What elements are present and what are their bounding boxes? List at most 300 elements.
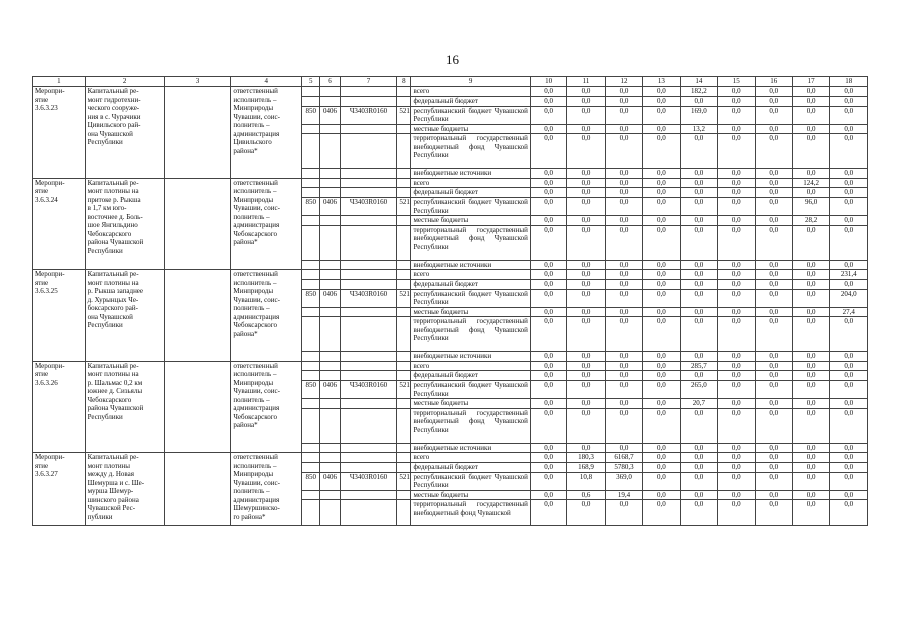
- code-cell-empty: [340, 178, 397, 188]
- value-cell: 0,0: [680, 307, 717, 317]
- value-cell: 0,0: [530, 399, 566, 409]
- value-cell: 0,0: [755, 106, 792, 124]
- value-cell: 0,0: [830, 443, 868, 453]
- value-cell: 0,0: [792, 307, 829, 317]
- value-cell: 0,0: [830, 96, 868, 106]
- value-cell: 0,0: [605, 96, 642, 106]
- value-cell: 0,0: [718, 289, 755, 307]
- value-cell: 0,0: [718, 134, 755, 169]
- value-cell: 0,0: [718, 225, 755, 260]
- value-cell: 0,0: [643, 124, 680, 134]
- code-cell-empty: [320, 462, 340, 472]
- value-cell: 0,0: [643, 260, 680, 270]
- value-cell: 0,0: [755, 169, 792, 179]
- code-cell-empty: [397, 462, 411, 472]
- value-cell: 10,8: [567, 472, 605, 490]
- funding-source: федеральный бюджет: [411, 96, 530, 106]
- value-cell: 0,0: [830, 124, 868, 134]
- value-cell: 0,0: [718, 352, 755, 362]
- column-header-2: 2: [85, 77, 164, 87]
- code-cell-empty: [397, 500, 411, 526]
- budget-code: 850: [302, 106, 320, 124]
- value-cell: 0,0: [643, 87, 680, 97]
- code-cell-empty: [302, 188, 320, 198]
- code-cell-empty: [397, 270, 411, 280]
- funding-source: федеральный бюджет: [411, 188, 530, 198]
- value-cell: 0,0: [718, 87, 755, 97]
- value-cell: 0,0: [830, 453, 868, 463]
- value-cell: 0,0: [718, 453, 755, 463]
- value-cell: 0,0: [680, 371, 717, 381]
- value-cell: 0,0: [680, 260, 717, 270]
- value-cell: 0,0: [755, 399, 792, 409]
- code-cell-empty: [340, 270, 397, 280]
- code-cell-empty: [320, 371, 340, 381]
- table-row: [33, 270, 868, 280]
- value-cell: 0,0: [755, 188, 792, 198]
- value-cell: 0,0: [718, 260, 755, 270]
- executor: ответственный исполнитель – Минприроды Чувашии, соис- полнитель – администрация Чебоксарского района*: [231, 178, 302, 270]
- executor: ответственный исполнитель – Минприроды Чувашии, соис- полнитель – администрация Шемуршинско- го района*: [231, 453, 302, 526]
- table-row: [33, 361, 868, 371]
- value-cell: 0,0: [643, 178, 680, 188]
- value-cell: 0,0: [755, 462, 792, 472]
- code-cell-empty: [320, 188, 340, 198]
- value-cell: 182,2: [680, 87, 717, 97]
- value-cell: 0,0: [830, 317, 868, 352]
- value-cell: 0,0: [643, 472, 680, 490]
- value-cell: 0,0: [530, 307, 566, 317]
- funding-source: всего: [411, 453, 530, 463]
- value-cell: 0,0: [830, 260, 868, 270]
- value-cell: 0,0: [643, 96, 680, 106]
- funding-source: местные бюджеты: [411, 399, 530, 409]
- value-cell: 0,0: [643, 225, 680, 260]
- code-cell-empty: [340, 371, 397, 381]
- funding-source: республиканский бюджет Чувашской Республики: [411, 198, 530, 216]
- value-cell: 0,0: [680, 198, 717, 216]
- value-cell: 0,0: [830, 371, 868, 381]
- value-cell: 0,0: [830, 490, 868, 500]
- value-cell: 0,0: [792, 169, 829, 179]
- value-cell: 0,0: [755, 352, 792, 362]
- funding-source: всего: [411, 361, 530, 371]
- code-cell-empty: [302, 361, 320, 371]
- value-cell: 0,0: [830, 361, 868, 371]
- funding-source: республиканский бюджет Чувашской Республики: [411, 289, 530, 307]
- code-cell-empty: [397, 124, 411, 134]
- value-cell: 0,0: [680, 453, 717, 463]
- column-header-14: 14: [680, 77, 717, 87]
- column-header-6: 6: [320, 77, 340, 87]
- measure-name: Капитальный ре- монт гидротехни- ческого сооруже- ния в с. Чурачики Цивильского рай- она Чувашской Республики: [85, 87, 164, 179]
- value-cell: 0,0: [718, 188, 755, 198]
- funding-source: всего: [411, 178, 530, 188]
- value-cell: 0,0: [605, 317, 642, 352]
- code-cell-empty: [320, 260, 340, 270]
- value-cell: 0,0: [643, 371, 680, 381]
- value-cell: 0,0: [530, 408, 566, 443]
- column-header-12: 12: [605, 77, 642, 87]
- value-cell: 0,0: [680, 408, 717, 443]
- value-cell: 0,0: [792, 399, 829, 409]
- value-cell: 0,0: [830, 381, 868, 399]
- value-cell: 0,0: [755, 134, 792, 169]
- value-cell: 0,0: [830, 399, 868, 409]
- value-cell: 0,0: [605, 361, 642, 371]
- value-cell: 0,0: [567, 96, 605, 106]
- value-cell: 0,0: [680, 225, 717, 260]
- value-cell: 0,0: [718, 178, 755, 188]
- code-cell-empty: [397, 371, 411, 381]
- executor: ответственный исполнитель – Минприроды Чувашии, соис- полнитель – администрация Чебоксарского района*: [231, 361, 302, 453]
- value-cell: 0,0: [605, 270, 642, 280]
- code-cell-empty: [397, 408, 411, 443]
- value-cell: 0,0: [530, 216, 566, 226]
- value-cell: 0,0: [530, 381, 566, 399]
- value-cell: 0,0: [605, 500, 642, 526]
- value-cell: 0,0: [567, 361, 605, 371]
- code-cell-empty: [397, 96, 411, 106]
- value-cell: 0,0: [755, 443, 792, 453]
- value-cell: 0,0: [605, 188, 642, 198]
- code-cell-empty: [340, 443, 397, 453]
- code-cell-empty: [302, 371, 320, 381]
- value-cell: 0,0: [718, 443, 755, 453]
- measure-id: Меропри- ятие 3.6.3.23: [33, 87, 86, 179]
- code-cell-empty: [397, 399, 411, 409]
- code-cell-empty: [397, 178, 411, 188]
- code-cell-empty: [320, 124, 340, 134]
- code-cell-empty: [320, 317, 340, 352]
- value-cell: 0,0: [530, 462, 566, 472]
- value-cell: 0,0: [792, 289, 829, 307]
- value-cell: 0,0: [530, 443, 566, 453]
- value-cell: 180,3: [567, 453, 605, 463]
- code-cell-empty: [302, 307, 320, 317]
- value-cell: 0,0: [643, 216, 680, 226]
- value-cell: 0,0: [567, 216, 605, 226]
- code-cell-empty: [397, 443, 411, 453]
- code-cell-empty: [340, 307, 397, 317]
- measure-name: Капитальный ре- монт плотины на притоке р. Рыкша в 1,7 км юго- восточнее д. Боль- шое Янгильдино Чебоксарского района Чувашской Республики: [85, 178, 164, 270]
- value-cell: 0,0: [718, 462, 755, 472]
- measure-name: Капитальный ре- монт плотины между д. Новая Шемурша и с. Ше- мурша Шемур- шинского района Чувашской Рес- публики: [85, 453, 164, 526]
- measure-id: Меропри- ятие 3.6.3.27: [33, 453, 86, 526]
- value-cell: 0,0: [530, 178, 566, 188]
- code-cell-empty: [340, 352, 397, 362]
- value-cell: 0,0: [755, 317, 792, 352]
- column-header-4: 4: [231, 77, 302, 87]
- value-cell: 0,0: [718, 216, 755, 226]
- value-cell: 0,0: [530, 361, 566, 371]
- value-cell: 231,4: [830, 270, 868, 280]
- value-cell: 0,0: [830, 352, 868, 362]
- value-cell: 0,0: [605, 443, 642, 453]
- funding-source: федеральный бюджет: [411, 371, 530, 381]
- value-cell: 19,4: [605, 490, 642, 500]
- value-cell: 0,0: [755, 270, 792, 280]
- value-cell: 0,0: [643, 453, 680, 463]
- funding-source: всего: [411, 270, 530, 280]
- code-cell-empty: [397, 169, 411, 179]
- value-cell: 0,0: [792, 270, 829, 280]
- value-cell: 0,0: [680, 462, 717, 472]
- budget-table: [32, 76, 868, 526]
- value-cell: 0,0: [530, 371, 566, 381]
- value-cell: 0,0: [718, 500, 755, 526]
- code-cell-empty: [302, 408, 320, 443]
- value-cell: 0,0: [605, 307, 642, 317]
- measure-id: Меропри- ятие 3.6.3.25: [33, 270, 86, 362]
- measure-id: Меропри- ятие 3.6.3.26: [33, 361, 86, 453]
- value-cell: 0,0: [643, 307, 680, 317]
- value-cell: 0,0: [830, 472, 868, 490]
- table-row: [33, 178, 868, 188]
- value-cell: 0,0: [792, 352, 829, 362]
- column-header-11: 11: [567, 77, 605, 87]
- value-cell: 96,0: [792, 198, 829, 216]
- value-cell: 0,0: [755, 225, 792, 260]
- value-cell: 0,0: [530, 352, 566, 362]
- value-cell: 0,0: [830, 198, 868, 216]
- budget-code: 0406: [320, 381, 340, 399]
- code-cell-empty: [302, 500, 320, 526]
- measure-name: Капитальный ре- монт плотины на р. Шальмас 0,2 км южнее д. Сизьялы Чебоксарского района Чувашской Республики: [85, 361, 164, 453]
- value-cell: 0,0: [830, 216, 868, 226]
- value-cell: 0,0: [792, 443, 829, 453]
- code-cell-empty: [320, 490, 340, 500]
- code-cell-empty: [397, 307, 411, 317]
- budget-code: 521: [397, 472, 411, 490]
- value-cell: 0,0: [643, 188, 680, 198]
- value-cell: 0,0: [530, 169, 566, 179]
- code-cell-empty: [340, 462, 397, 472]
- funding-source: местные бюджеты: [411, 124, 530, 134]
- value-cell: 0,0: [680, 472, 717, 490]
- funding-source: внебюджетные источники: [411, 352, 530, 362]
- code-cell-empty: [302, 124, 320, 134]
- code-cell-empty: [302, 317, 320, 352]
- value-cell: 0,0: [643, 270, 680, 280]
- value-cell: 0,0: [643, 352, 680, 362]
- code-cell-empty: [340, 399, 397, 409]
- value-cell: 0,0: [567, 169, 605, 179]
- code-cell-empty: [302, 260, 320, 270]
- value-cell: 0,0: [792, 490, 829, 500]
- column-header-10: 10: [530, 77, 566, 87]
- value-cell: 0,0: [605, 124, 642, 134]
- funding-source: территориальный государственный внебюджетный фонд Чувашской Республики: [411, 225, 530, 260]
- value-cell: 0,0: [643, 490, 680, 500]
- value-cell: 0,0: [605, 169, 642, 179]
- value-cell: 204,0: [830, 289, 868, 307]
- value-cell: 0,0: [605, 371, 642, 381]
- budget-code: 850: [302, 198, 320, 216]
- code-cell-empty: [340, 169, 397, 179]
- funding-source: республиканский бюджет Чувашской Республики: [411, 381, 530, 399]
- funding-source: внебюджетные источники: [411, 169, 530, 179]
- value-cell: 0,0: [643, 134, 680, 169]
- value-cell: 0,0: [755, 279, 792, 289]
- value-cell: 0,0: [792, 500, 829, 526]
- column-header-3: 3: [164, 77, 231, 87]
- budget-code: 521: [397, 289, 411, 307]
- value-cell: 369,0: [605, 472, 642, 490]
- code-cell-empty: [340, 188, 397, 198]
- value-cell: 0,0: [530, 289, 566, 307]
- code-cell-empty: [302, 279, 320, 289]
- code-cell-empty: [397, 279, 411, 289]
- value-cell: 0,0: [605, 260, 642, 270]
- value-cell: 0,0: [530, 472, 566, 490]
- column-header-17: 17: [792, 77, 829, 87]
- code-cell-empty: [340, 216, 397, 226]
- value-cell: 0,0: [530, 124, 566, 134]
- value-cell: 0,0: [530, 317, 566, 352]
- code-cell-empty: [397, 216, 411, 226]
- code-cell-empty: [302, 270, 320, 280]
- column-header-16: 16: [755, 77, 792, 87]
- code-cell-empty: [302, 216, 320, 226]
- code-cell-empty: [397, 260, 411, 270]
- value-cell: 0,0: [755, 260, 792, 270]
- code-cell-empty: [340, 96, 397, 106]
- value-cell: 0,0: [567, 399, 605, 409]
- code-cell-empty: [302, 399, 320, 409]
- code-cell-empty: [320, 96, 340, 106]
- value-cell: 0,0: [680, 216, 717, 226]
- value-cell: 0,0: [530, 96, 566, 106]
- measure-id: Меропри- ятие 3.6.3.24: [33, 178, 86, 270]
- value-cell: 0,0: [643, 361, 680, 371]
- budget-code: Ч3403R0160: [340, 106, 397, 124]
- budget-code: Ч3403R0160: [340, 472, 397, 490]
- value-cell: 0,0: [755, 289, 792, 307]
- code-cell-empty: [397, 453, 411, 463]
- value-cell: 0,0: [680, 270, 717, 280]
- value-cell: 0,0: [830, 178, 868, 188]
- value-cell: 0,0: [755, 500, 792, 526]
- code-cell-empty: [397, 490, 411, 500]
- value-cell: 0,0: [718, 106, 755, 124]
- value-cell: 0,0: [755, 371, 792, 381]
- value-cell: 0,0: [680, 169, 717, 179]
- value-cell: 0,0: [755, 472, 792, 490]
- column-header-15: 15: [718, 77, 755, 87]
- code-cell-empty: [320, 408, 340, 443]
- value-cell: 0,0: [530, 279, 566, 289]
- funding-source: местные бюджеты: [411, 490, 530, 500]
- code-cell-empty: [302, 96, 320, 106]
- code-cell-empty: [320, 352, 340, 362]
- value-cell: 0,0: [643, 381, 680, 399]
- value-cell: 0,0: [718, 408, 755, 443]
- value-cell: 0,0: [830, 225, 868, 260]
- code-cell-empty: [320, 361, 340, 371]
- budget-code: 850: [302, 472, 320, 490]
- value-cell: 0,0: [830, 169, 868, 179]
- value-cell: 28,2: [792, 216, 829, 226]
- value-cell: 0,0: [567, 317, 605, 352]
- value-cell: 0,0: [755, 198, 792, 216]
- value-cell: 0,0: [567, 134, 605, 169]
- value-cell: 0,0: [567, 260, 605, 270]
- value-cell: 0,0: [755, 307, 792, 317]
- code-cell-empty: [302, 443, 320, 453]
- funding-source: федеральный бюджет: [411, 462, 530, 472]
- value-cell: 0,0: [755, 408, 792, 443]
- funding-source: местные бюджеты: [411, 216, 530, 226]
- value-cell: 0,0: [718, 307, 755, 317]
- code-cell-empty: [340, 134, 397, 169]
- value-cell: 0,0: [792, 188, 829, 198]
- code-cell-empty: [302, 169, 320, 179]
- value-cell: 0,0: [643, 317, 680, 352]
- value-cell: 0,0: [643, 399, 680, 409]
- value-cell: 0,0: [792, 462, 829, 472]
- page-number: 16: [446, 52, 459, 67]
- value-cell: 0,0: [567, 289, 605, 307]
- value-cell: 0,0: [567, 270, 605, 280]
- code-cell-empty: [302, 87, 320, 97]
- value-cell: 0,0: [718, 96, 755, 106]
- value-cell: 0,0: [830, 462, 868, 472]
- value-cell: 0,0: [680, 352, 717, 362]
- value-cell: 0,0: [792, 87, 829, 97]
- code-cell-empty: [302, 352, 320, 362]
- value-cell: 0,0: [605, 225, 642, 260]
- value-cell: 0,0: [530, 198, 566, 216]
- code-cell-empty: [320, 307, 340, 317]
- value-cell: 0,0: [643, 169, 680, 179]
- value-cell: 0,0: [680, 188, 717, 198]
- value-cell: 0,0: [680, 490, 717, 500]
- value-cell: 27,4: [830, 307, 868, 317]
- value-cell: 0,0: [718, 124, 755, 134]
- value-cell: 0,0: [830, 87, 868, 97]
- budget-code: 0406: [320, 289, 340, 307]
- funding-source: республиканский бюджет Чувашской Республики: [411, 472, 530, 490]
- code-cell-empty: [340, 225, 397, 260]
- value-cell: 285,7: [680, 361, 717, 371]
- value-cell: 0,0: [718, 279, 755, 289]
- code-cell-empty: [340, 361, 397, 371]
- code-cell-empty: [302, 490, 320, 500]
- funding-source: территориальный государственный внебюджетный фонд Чувашской Республики: [411, 408, 530, 443]
- budget-code: 850: [302, 381, 320, 399]
- executor: ответственный исполнитель – Минприроды Чувашии, соис- полнитель – администрация Цивильского района*: [231, 87, 302, 179]
- value-cell: 0,0: [718, 317, 755, 352]
- value-cell: 0,0: [792, 124, 829, 134]
- code-cell-empty: [397, 188, 411, 198]
- code-cell-empty: [320, 453, 340, 463]
- value-cell: 0,0: [830, 500, 868, 526]
- value-cell: 0,6: [567, 490, 605, 500]
- funding-source: территориальный государственный внебюджетный фонд Чувашской Республики: [411, 134, 530, 169]
- code-cell-empty: [302, 462, 320, 472]
- code-cell-empty: [397, 317, 411, 352]
- code-cell-empty: [340, 408, 397, 443]
- value-cell: 0,0: [567, 106, 605, 124]
- value-cell: 0,0: [605, 399, 642, 409]
- value-cell: 0,0: [605, 178, 642, 188]
- value-cell: 0,0: [567, 371, 605, 381]
- budget-code: Ч3403R0160: [340, 381, 397, 399]
- funding-source: всего: [411, 87, 530, 97]
- value-cell: 0,0: [567, 198, 605, 216]
- empty-cell: [164, 87, 231, 179]
